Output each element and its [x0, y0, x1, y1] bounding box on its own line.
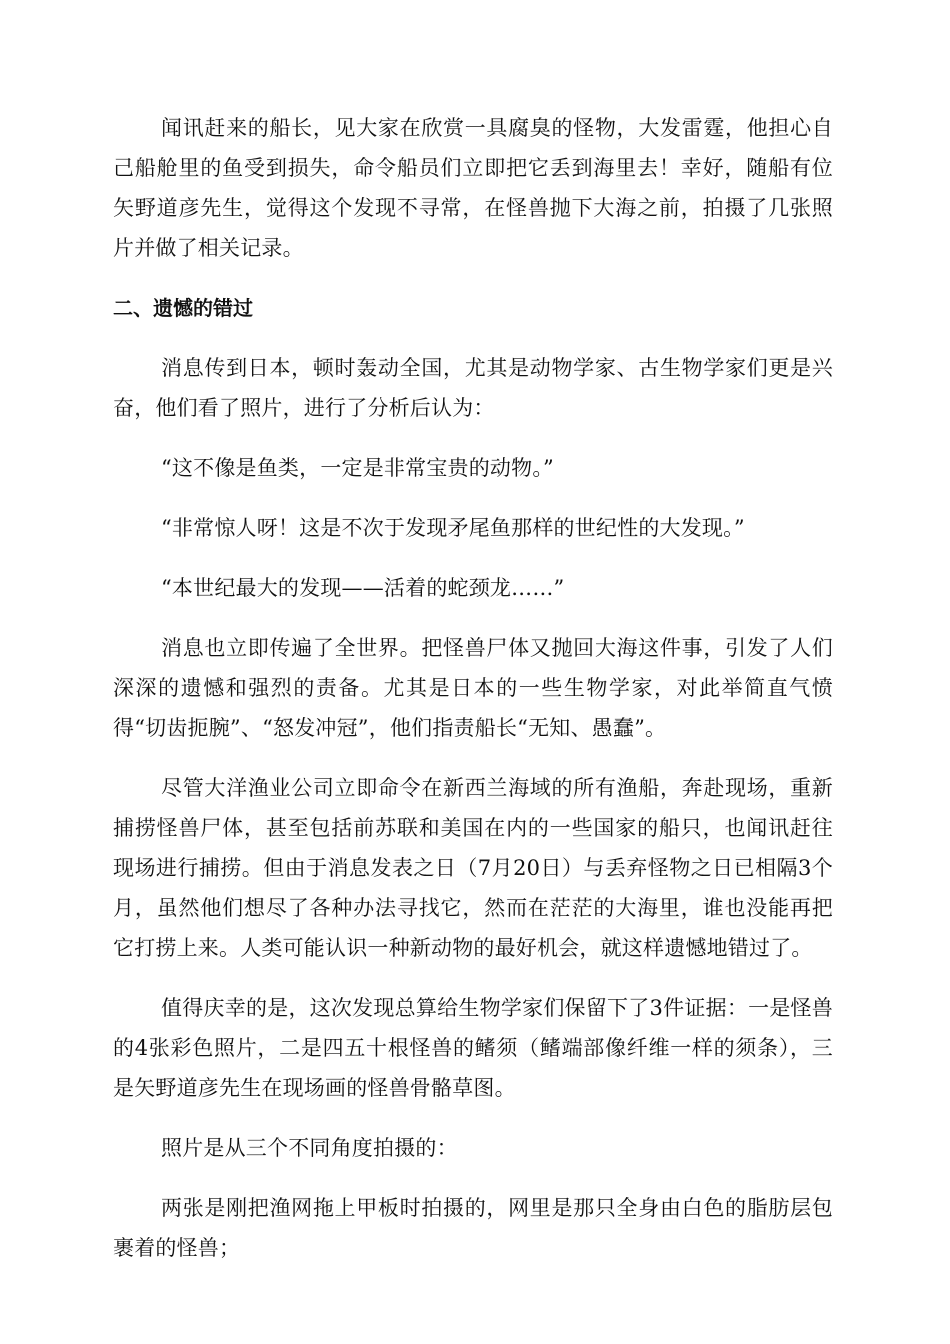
paragraph-two-photos: 两张是刚把渔网拖上甲板时拍摄的，网里是那只全身由白色的脂肪层包裹着的怪兽；: [113, 1196, 833, 1260]
paragraph-search-effort: 尽管大洋渔业公司立即命令在新西兰海域的所有渔船，奔赴现场，重新捕捞怪兽尸体，甚至包括前苏联和美国在内的一些国家的船只，也闻讯赶往现场进行捕捞。但由于消息发表之日（7月20日）与丢弃怪物之日已相隔3个月，虽然他们想尽了各种办法寻找它，然而在茫茫的大海里，谁也没能再把它打捞上来。人类可能认识一种新动物的最好机会，就这样遗憾地错过了。: [113, 776, 833, 960]
paragraph-evidence: 值得庆幸的是，这次发现总算给生物学家们保留下了3件证据：一是怪兽的4张彩色照片，二是四五十根怪兽的鳍须（鳍端部像纤维一样的须条），三是矢野道彦先生在现场画的怪兽骨骼草图。: [113, 996, 833, 1100]
quote-not-fish: “这不像是鱼类，一定是非常宝贵的动物。”: [161, 456, 554, 480]
paragraph-news-spread-japan: 消息传到日本，顿时轰动全国，尤其是动物学家、古生物学家们更是兴奋，他们看了照片，进行了分析后认为：: [113, 356, 833, 420]
quote-astonishing: “非常惊人呀！这是不次于发现矛尾鱼那样的世纪性的大发现。”: [161, 516, 745, 540]
paragraph-captain-reaction: 闻讯赶来的船长，见大家在欣赏一具腐臭的怪物，大发雷霆，他担心自己船舱里的鱼受到损失，命令船员们立即把它丢到海里去！幸好，随船有位矢野道彦先生，觉得这个发现不寻常，在怪兽抛下大海之前，拍摄了几张照片并做了相关记录。: [113, 116, 833, 260]
quote-plesiosaur: “本世纪最大的发现——活着的蛇颈龙……”: [161, 576, 565, 600]
document-page: [113, 108, 833, 1288]
paragraph-photo-angles: 照片是从三个不同角度拍摄的：: [161, 1136, 458, 1160]
section-heading: 二、遗憾的错过: [113, 296, 253, 320]
paragraph-world-regret: 消息也立即传遍了全世界。把怪兽尸体又抛回大海这件事，引发了人们深深的遗憾和强烈的责备。尤其是日本的一些生物学家，对此举简直气愤得“切齿扼腕”、“怒发冲冠”，他们指责船长“无知、愚蠢”。: [113, 636, 833, 740]
